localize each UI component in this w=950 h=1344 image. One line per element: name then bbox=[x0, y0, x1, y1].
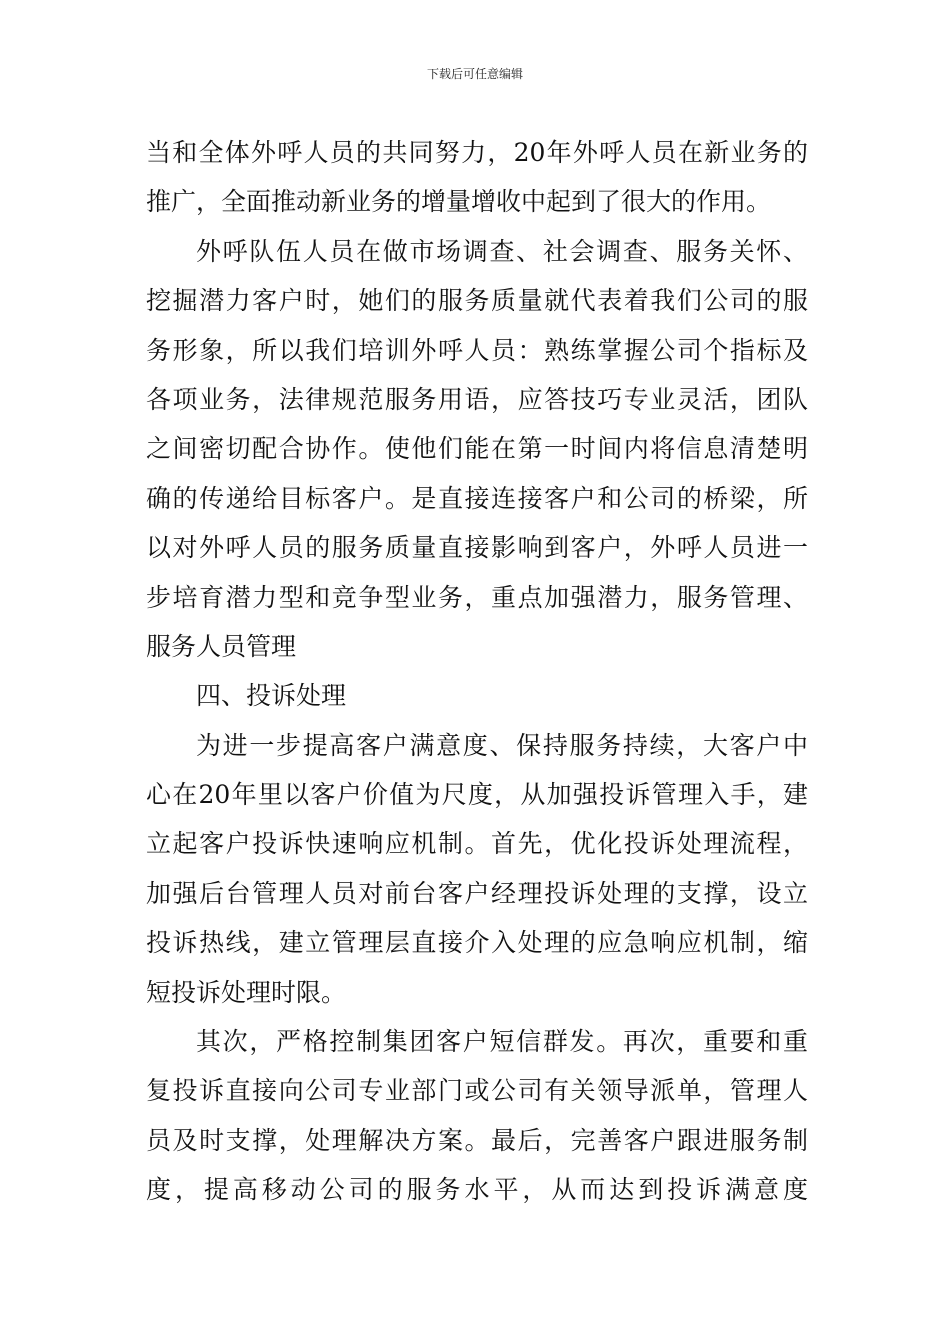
text-line: 当和全体外呼人员的共同努力，20年外呼人员在新业务的 bbox=[146, 138, 808, 167]
text-line: 度，提高移动公司的服务水平，从而达到投诉满意度 bbox=[146, 1175, 808, 1205]
text-line: 立起客户投诉快速响应机制。首先，优化投诉处理流程， bbox=[146, 829, 808, 859]
text-line: 外呼队伍人员在做市场调查、社会调查、服务关怀、 bbox=[196, 236, 808, 266]
text-line: 其次，严格控制集团客户短信群发。再次，重要和重 bbox=[196, 1027, 808, 1057]
text-line: 为进一步提高客户满意度、保持服务持续，大客户中 bbox=[196, 730, 808, 760]
text-line: 服务人员管理 bbox=[146, 631, 297, 661]
text-line: 之间密切配合协作。使他们能在第一时间内将信息清楚明 bbox=[146, 434, 808, 464]
text-line: 推广，全面推动新业务的增量增收中起到了很大的作用。 bbox=[146, 187, 772, 217]
text-line: 各项业务，法律规范服务用语，应答技巧专业灵活，团队 bbox=[146, 384, 808, 414]
text-line: 确的传递给目标客户。是直接连接客户和公司的桥梁，所 bbox=[146, 483, 808, 513]
section-heading: 四、投诉处理 bbox=[196, 681, 347, 711]
text-line: 心在20年里以客户价值为尺度，从加强投诉管理入手，建 bbox=[146, 780, 808, 810]
text-line: 加强后台管理人员对前台客户经理投诉处理的支撑，设立 bbox=[146, 878, 808, 908]
text-line: 短投诉处理时限。 bbox=[146, 977, 347, 1007]
text-line: 复投诉直接向公司专业部门或公司有关领导派单，管理人 bbox=[146, 1076, 808, 1106]
text-line: 以对外呼人员的服务质量直接影响到客户，外呼人员进一 bbox=[146, 533, 808, 563]
document-body bbox=[146, 128, 808, 1215]
text-line: 挖掘潜力客户时，她们的服务质量就代表着我们公司的服 bbox=[146, 286, 808, 316]
text-line: 步培育潜力型和竞争型业务，重点加强潜力，服务管理、 bbox=[146, 582, 808, 612]
page-header: 下载后可任意编辑 bbox=[426, 67, 523, 81]
text-line: 务形象，所以我们培训外呼人员：熟练掌握公司个指标及 bbox=[146, 335, 808, 365]
text-line: 投诉热线，建立管理层直接介入处理的应急响应机制，缩 bbox=[146, 928, 808, 958]
text-line: 员及时支撑，处理解决方案。最后，完善客户跟进服务制 bbox=[146, 1125, 808, 1155]
